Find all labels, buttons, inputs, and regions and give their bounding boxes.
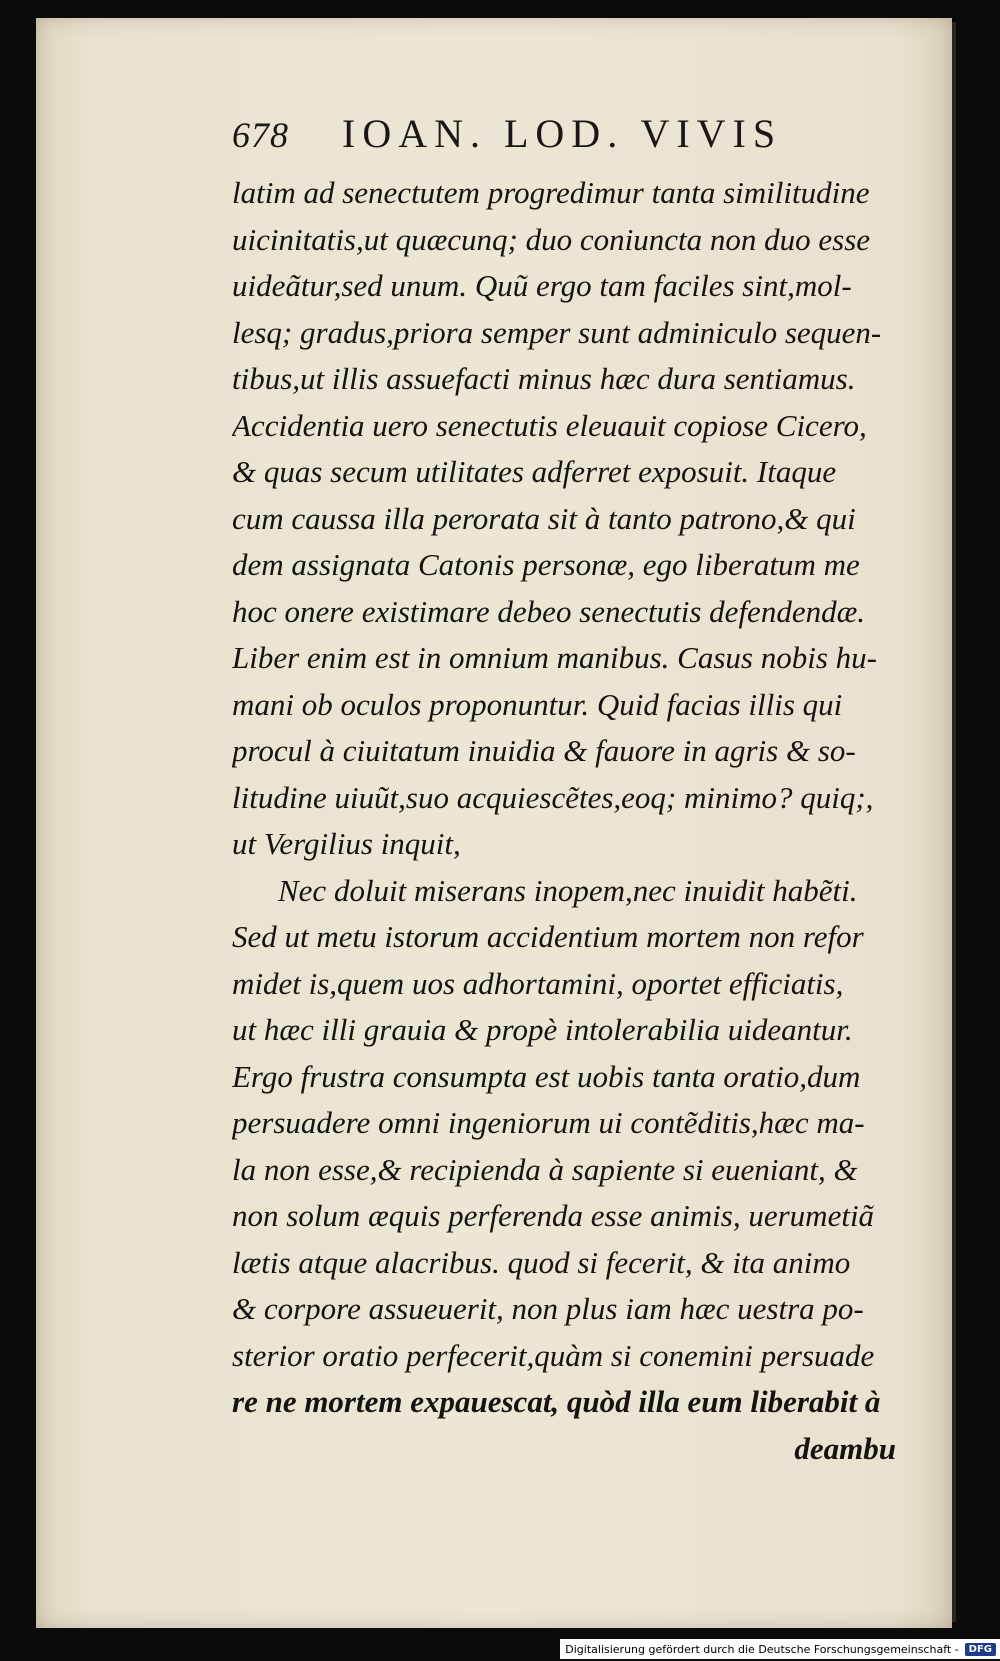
text-line-7: & quas secum utilitates adferret exposuit. Itaque	[232, 454, 837, 489]
text-line-4: lesq; gradus,priora semper sunt adminiculo sequen-	[232, 314, 882, 350]
text-line-1: latim ad senectutem progredimur tanta similitudine	[232, 175, 870, 210]
text-line-22: la non esse,& recipienda à sapiente si eueniant, &	[232, 1151, 858, 1187]
text-line-19: ut hæc illi grauia & propè intolerabilia uideantur.	[232, 1012, 853, 1047]
page-header	[232, 110, 792, 168]
body-text	[232, 170, 952, 1472]
text-line-3: uideãtur,sed unum. Quũ ergo tam faciles sint,mol-	[232, 268, 852, 303]
text-line-10: hoc onere existimare debeo senectutis defendendæ.	[232, 593, 866, 629]
text-line-9: dem assignata Catonis personæ, ego liberatum me	[232, 547, 860, 582]
footer-credit: Digitalisierung gefördert durch die Deutsche Forschungsgemeinschaft -	[565, 1642, 959, 1656]
text-line-18: midet is,quem uos adhortamini, oportet efficiatis,	[232, 965, 844, 1001]
text-line-23: non solum æquis perferenda esse animis, uerumetiã	[232, 1198, 875, 1233]
page-edge	[952, 22, 956, 1622]
page-number: 678	[232, 115, 289, 155]
text-line-25: & corpore assueuerit, non plus iam hæc uestra po-	[232, 1291, 864, 1326]
running-head: IOAN. LOD. VIVIS	[342, 111, 783, 156]
book-page	[36, 18, 952, 1628]
text-line-20: Ergo frustra consumpta est uobis tanta oratio,dum	[232, 1058, 861, 1094]
text-line-6: Accidentia uero senectutis eleuauit copiose Cicero,	[232, 407, 867, 443]
text-line-2: uicinitatis,ut quæcunq; duo coniuncta non duo esse	[232, 221, 871, 257]
text-line-12: mani ob oculos proponuntur. Quid facias illis qui	[232, 686, 843, 722]
text-line-15: ut Vergilius inquit,	[232, 826, 461, 861]
verse-quote: Nec doluit miserans inopem,nec inuidit habẽti.	[278, 872, 858, 908]
text-line-17: Sed ut metu istorum accidentium mortem non refor	[232, 919, 864, 954]
text-line-14: litudine uiuũt,suo acquiescẽtes,eoq; minimo? quiq;,	[232, 779, 874, 815]
text-line-8: cum caussa illa perorata sit à tanto patrono,& qui	[232, 500, 856, 536]
text-line-26: sterior oratio perfecerit,quàm si conemini persuade	[232, 1337, 875, 1373]
text-line-5: tibus,ut illis assuefacti minus hæc dura sentiamus.	[232, 361, 856, 396]
text-line-13: procul à ciuitatum inuidia & fauore in agris & so-	[232, 733, 856, 768]
text-line-24: lætis atque alacribus. quod si fecerit, & ita animo	[232, 1244, 851, 1280]
digitization-footer	[560, 1639, 1000, 1659]
text-line-27: re ne mortem expauescat, quòd illa eum liberabit à	[232, 1384, 881, 1419]
text-line-21: persuadere omni ingeniorum ui contẽditis,hæc ma-	[232, 1105, 865, 1140]
dfg-logo-icon: DFG	[965, 1643, 996, 1656]
catchword: deambu	[794, 1430, 896, 1466]
text-line-11: Liber enim est in omnium manibus. Casus nobis hu-	[232, 640, 877, 675]
